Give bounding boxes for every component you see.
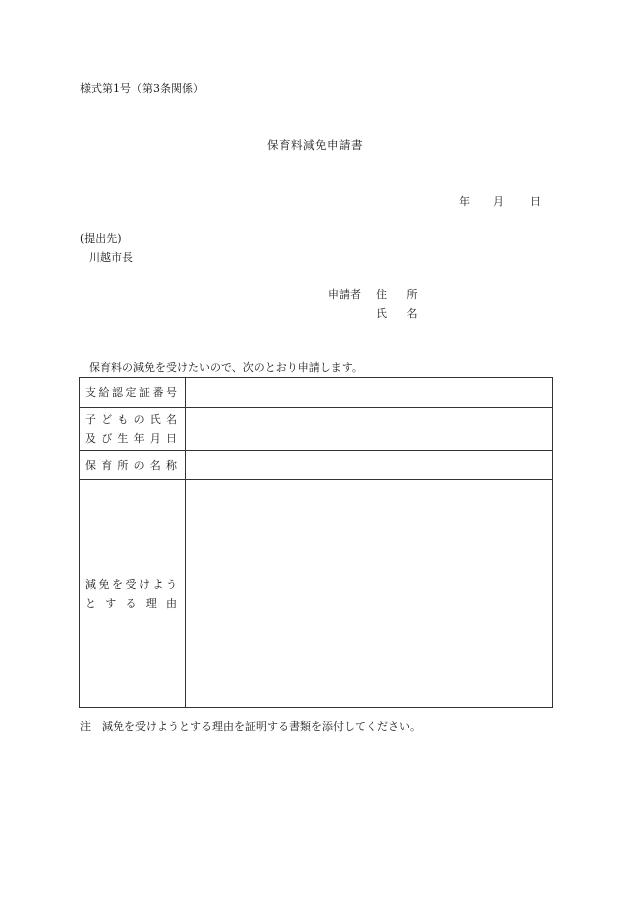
application-form-table [79,377,553,708]
label-char: 名 [165,413,177,426]
row-label-certificate-number [80,378,186,408]
row-label-child-name-birthdate [80,408,186,451]
label-char: す [105,596,117,610]
label-char: 支 [85,386,96,399]
label-char: 年 [133,432,145,445]
label-char: 給 [98,386,110,399]
label-char: 所 [117,458,129,472]
label-char: 氏 [149,413,161,426]
submit-to-label: (提出先) [80,232,122,245]
label-char: け [139,577,150,591]
label-char: 由 [166,596,177,610]
certificate-number-field[interactable] [186,378,553,408]
label-char: る [125,596,137,610]
label-line [85,594,177,613]
label-line [85,456,177,475]
label-char: 称 [165,458,177,472]
label-char: の [133,458,145,472]
label-char: 子 [85,413,96,426]
date-day-label: 日 [530,195,541,208]
child-name-birthdate-field[interactable] [186,408,553,451]
address-label: 住 所 [376,288,426,301]
label-char: 番 [152,386,164,399]
label-char: の [133,413,145,426]
label-char: ど [101,413,113,426]
label-char: 月 [149,432,161,445]
label-char: 減 [85,577,96,591]
label-char: 名 [149,458,161,472]
label-char: も [117,413,129,426]
label-char: 受 [125,577,137,591]
label-line [85,410,177,429]
date-year-label: 年 [459,195,470,208]
label-char: 証 [139,386,150,399]
label-char: と [85,596,96,610]
form-number: 様式第1号（第3条関係） [80,82,204,95]
table-row [80,378,553,408]
label-char: 育 [101,458,113,472]
table-row [80,451,553,480]
label-char: 及 [85,432,96,445]
label-line [85,429,177,448]
label-char: よ [152,577,164,591]
label-char: を [112,577,123,591]
table-row [80,480,553,708]
nursery-name-field[interactable] [186,451,553,480]
label-char: 日 [165,432,177,445]
table-row [80,408,553,451]
intro-text: 保育料の減免を受けたいので、次のとおり申請します。 [89,361,363,374]
name-label: 氏 名 [376,307,426,320]
label-char: び [101,432,113,445]
row-label-nursery-name [80,451,186,480]
label-line [85,575,177,594]
footnote: 注 減免を受けようとする理由を証明する書類を添付してください。 [80,720,421,733]
row-label-reduction-reason [80,480,186,708]
label-char: 号 [166,386,177,399]
addressee-name: 川越市長 [89,251,133,264]
label-char: 生 [117,432,129,445]
reduction-reason-field[interactable] [186,480,553,708]
label-char: 認 [112,386,123,399]
label-char: 免 [98,577,110,591]
label-char: う [166,577,177,591]
label-char: 定 [125,386,137,399]
applicant-label: 申請者 [328,288,361,301]
date-month-label: 月 [493,195,504,208]
document-title: 保育料減免申請書 [267,138,363,152]
label-line [85,383,177,402]
label-char: 理 [145,596,157,610]
label-char: 保 [85,458,96,472]
